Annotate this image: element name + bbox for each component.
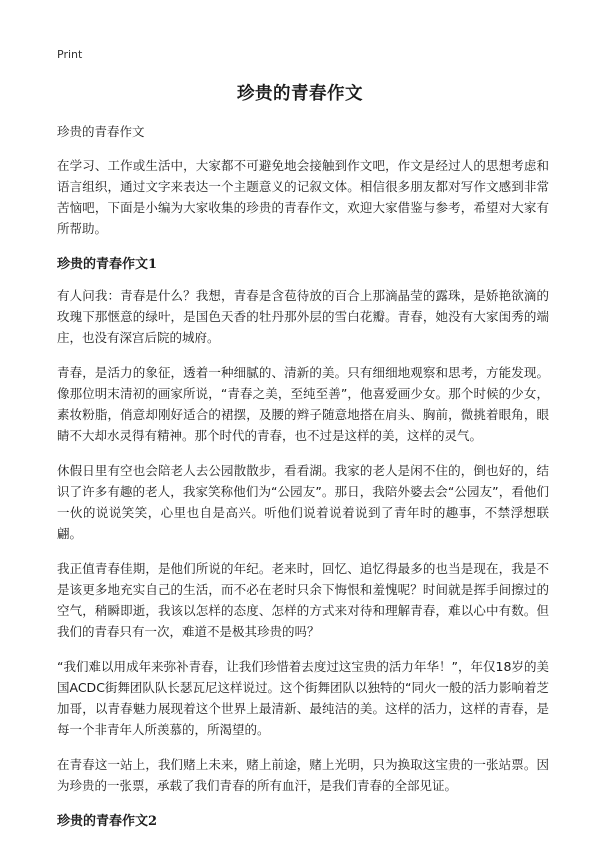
paragraph: 在青春这一站上，我们赌上未来，赌上前途，赌上光明，只为换取这宝贵的一张站票。因为珍贵的一张票，承载了我们青春的所有血汗，是我们青春的全部见证。 (57, 757, 549, 793)
paragraph: 休假日里有空也会陪老人去公园散散步，看看湖。我家的老人是闲不住的，倒也好的，结识了许多有趣的老人，我家笑称他们为“公园友”。那日，我陪外婆去会“公园友”，看他们一伙的说说笑笑，心里也自是高兴。听他们说着说着说到了青年时的趣事，不禁浮想联翩。 (57, 463, 549, 541)
paragraph: “我们难以用成年来弥补青春，让我们珍惜着去度过这宝贵的活力年华！”，年仅18岁的美国ACDC街舞团队队长瑟瓦尼这样说过。这个街舞团队以独特的“同火一般的活力影响着芝加哥，以青春魅力展现着这个世界上最清新、最纯洁的美。这样的活力，这样的青春，是每一个非青年人所羡慕的，所渴望的。 (57, 659, 549, 737)
paragraph: 有人问我：青春是什么？我想，青春是含苞待放的百合上那滴晶莹的露珠，是娇艳欲滴的玫瑰下那惬意的绿叶，是国色天香的牡丹那外层的雪白花瓣。青春，她没有大家闺秀的端庄，也没有深宫后院的城府。 (57, 288, 549, 345)
section-heading-2: 珍贵的青春作文2 (57, 814, 158, 829)
paragraph: 青春，是活力的象征，透着一种细腻的、清新的美。只有细细地观察和思考，方能发现。像那位明末清初的画家所说，“青春之美，至纯至善”，他喜爱画少女。那个时候的少女，素妆粉脂，俏意却刚好适合的裙摆，及腰的辫子随意地搭在肩头、胸前，微挑着眼角，眼睛不大却水灵得有精神。那个时代的青春，也不过是这样的美，这样的灵气。 (57, 365, 549, 443)
section-heading-1: 珍贵的青春作文1 (57, 257, 158, 272)
subtitle: 珍贵的青春作文 (57, 124, 145, 139)
document-body (57, 122, 549, 842)
intro-paragraph: 在学习、工作或生活中，大家都不可避免地会接触到作文吧，作文是经过人的思想考虑和语言组织，通过文字来表达一个主题意义的记叙文体。相信很多朋友都对写作文感到非常苦恼吧，下面是小编为大家收集的珍贵的青春作文，欢迎大家借鉴与参考，希望对大家有所帮助。 (57, 158, 549, 236)
print-label: Print (57, 48, 83, 61)
page-title: 珍贵的青春作文 (237, 84, 363, 104)
paragraph: 我正值青春佳期，是他们所说的年纪。老来时，回忆、追忆得最多的也当是现在，我是不是该更多地充实自己的生活，而不必在老时只余下悔恨和羞愧呢？时间就是挥手间擦过的空气，稍瞬即逝，我该以怎样的态度、怎样的方式来对待和理解青春，难以心中有数。但我们的青春只有一次，难道不是极其珍贵的吗？ (57, 561, 549, 639)
